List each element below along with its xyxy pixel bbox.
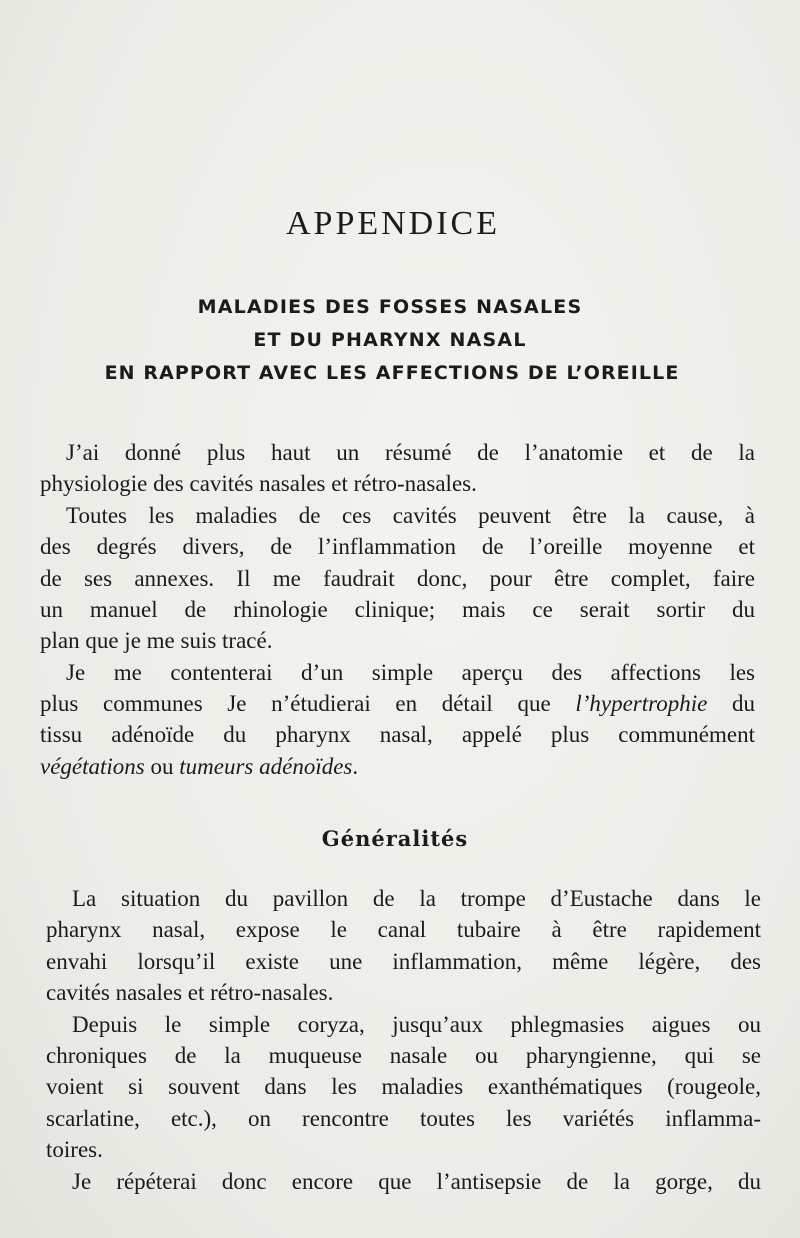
text-line-mixed	[40, 752, 755, 782]
text-span: du	[707, 691, 755, 716]
text-span: plus communes Je n’étudierai en détail que	[40, 691, 576, 716]
text-line: envahi lorsqu’il existe une inflammation, même légère, des	[46, 949, 761, 974]
text-line: J’ai donné plus haut un résumé de l’anatomie et de la	[66, 440, 755, 465]
text-line: plan que je me suis tracé.	[40, 628, 273, 653]
text-line: Je répéterai donc encore que l’antisepsie de la gorge, du	[72, 1169, 761, 1194]
text-line: des degrés divers, de l’inflammation de l’oreille moyenne et	[40, 534, 755, 559]
text-line: tissu adénoïde du pharynx nasal, appelé plus communément	[40, 722, 755, 747]
text-line: Depuis le simple coryza, jusqu’aux phlegmasies aigues ou	[72, 1012, 761, 1037]
text-span: .	[352, 754, 359, 779]
text-line: Je me contenterai d’un simple aperçu des affections les	[66, 660, 755, 685]
subtitle-line-1: MALADIES DES FOSSES NASALES	[197, 296, 583, 318]
italic-term: végétations	[40, 754, 145, 779]
text-line-mixed	[40, 689, 755, 719]
subtitle-line-3: EN RAPPORT AVEC LES AFFECTIONS DE L’OREILLE	[104, 362, 680, 384]
text-span: ou	[144, 754, 180, 779]
text-line: Toutes les maladies de ces cavités peuvent être la cause, à	[66, 503, 755, 528]
text-line: physiologie des cavités nasales et rétro-nasales.	[40, 471, 477, 496]
italic-term: l’hypertrophie	[575, 691, 708, 716]
text-line: toires.	[46, 1137, 103, 1162]
subtitle-line-2: ET DU PHARYNX NASAL	[253, 329, 527, 351]
section-heading: Généralités	[321, 826, 469, 851]
text-line: cavités nasales et rétro-nasales.	[46, 980, 334, 1005]
text-line: pharynx nasal, expose le canal tubaire à être rapidement	[46, 917, 761, 942]
show-through-text	[30, 30, 770, 180]
text-line: scarlatine, etc.), on rencontre toutes les variétés inflamma-	[46, 1106, 761, 1131]
page-title: APPENDICE	[285, 205, 501, 242]
text-line: chroniques de la muqueuse nasale ou pharyngienne, qui se	[46, 1043, 761, 1068]
text-line: de ses annexes. Il me faudrait donc, pour être complet, faire	[40, 566, 755, 591]
italic-term: tumeurs adénoïdes	[179, 754, 353, 779]
text-line: un manuel de rhinologie clinique; mais ce serait sortir du	[40, 597, 755, 622]
text-line: voient si souvent dans les maladies exanthématiques (rougeole,	[46, 1074, 761, 1099]
text-line: La situation du pavillon de la trompe d’Eustache dans le	[72, 886, 761, 911]
